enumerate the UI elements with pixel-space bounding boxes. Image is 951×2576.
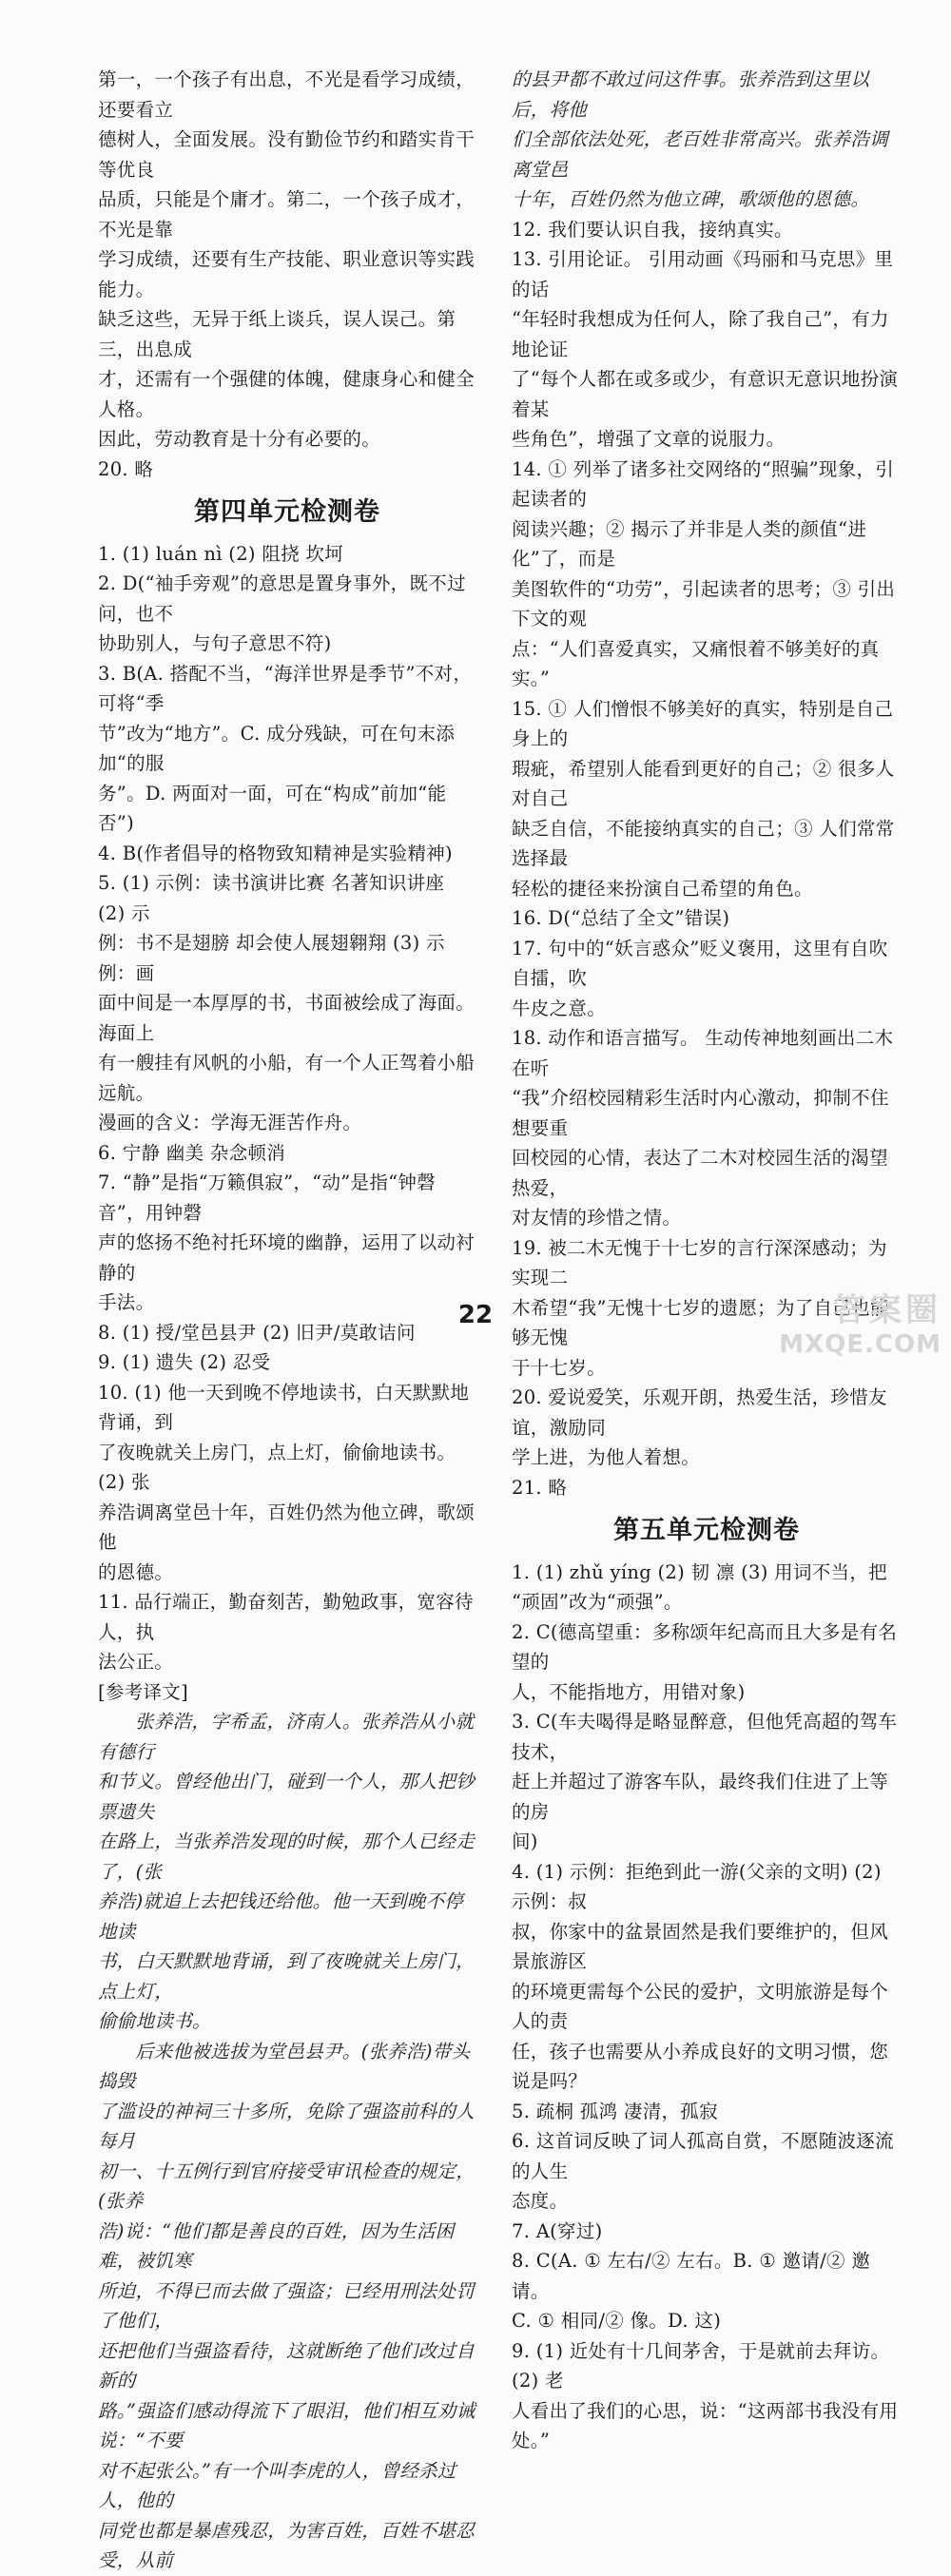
text-line: 19. 被二木无愧于十七岁的言行深深感动；为实现二 [512, 1236, 887, 1288]
text-line: 11. 品行端正，勤奋刻苦，勤勉政事，宽容待人，执 [98, 1591, 474, 1643]
text-line: 14. ① 列举了诸多社交网络的“照骗”现象，引起读者的 [512, 457, 895, 510]
text-line: 了夜晚就关上房门，点上灯，偷偷地读书。 (2) 张 [98, 1441, 456, 1493]
page-number: 22 [457, 1301, 494, 1329]
text-line: 学习成绩，还要有生产技能、职业意识等实践能力。 [98, 248, 476, 300]
text-line: 浩)说：“他们都是善良的百姓，因为生活困难，被饥寒 [98, 2219, 455, 2272]
watermark-title: 答案圈 [833, 1291, 941, 1329]
text-line: 后来他被选拔为堂邑县尹。(张养浩)带头捣毁 [98, 2040, 471, 2092]
text-line: 10. (1) 他一天到晚不停地读书，白天默默地背诵，到 [98, 1381, 470, 1433]
text-line: 养浩)就追上去把钱还给他。他一天到晚不停地读 [98, 1890, 464, 1943]
text-line: 回校园的心情，表达了二木对校园生活的渴望热爱， [512, 1147, 889, 1199]
text-line: 17. 句中的“妖言惑众”贬义褒用，这里有自吹自擂，吹 [512, 937, 888, 989]
text-line: 书，白天默默地背诵，到了夜晚就关上房门，点上灯， [98, 1950, 476, 2003]
text-line: 3. C(车夫喝得是略显醉意，但他凭高超的驾车技术， [512, 1711, 898, 1763]
text-line: 18. 动作和语言描写。 生动传神地刻画出二木在听 [512, 1027, 894, 1079]
text-line: 学上进，为他人着想。 [512, 1446, 701, 1468]
text-line: 对不起张公。”有一个叫李虎的人，曾经杀过人，他的 [98, 2459, 456, 2511]
text-line: 7. A(穿过) [512, 2219, 603, 2242]
text-line: 缺乏自信，不能接纳真实的自己；③ 人们常常选择最 [512, 817, 895, 869]
text-line: 有一艘挂有风帆的小船，有一个人正驾着小船远航。 [98, 1052, 476, 1104]
text-line: 手法。 [98, 1291, 155, 1313]
text-line: 20. 略 [98, 457, 154, 480]
text-line: 品质，只能是个庸才。第二，一个孩子成才，不光是靠 [98, 188, 476, 241]
text-line: 声的悠扬不绝衬托环境的幽静，运用了以动衬静的 [98, 1231, 476, 1284]
unit-four-answers [98, 539, 476, 1708]
text-line: 1. (1) luán nì (2) 阻挠 坎坷 [98, 542, 344, 565]
text-line: 人，不能指地方，用错对象) [512, 1680, 746, 1703]
text-line: 人看出了我们的心思，说：“这两部书我没有用处。” [512, 2399, 899, 2451]
text-line: “我”介绍校园精彩生活时内心激动，抑制不住想要重 [512, 1087, 889, 1139]
text-line: 2. D(“袖手旁观”的意思是置身事外，既不过问，也不 [98, 572, 466, 625]
text-line: 16. D(“总结了全文”错误) [512, 907, 730, 929]
text-line: 法公正。 [98, 1651, 174, 1673]
text-line: 叔，你家中的盆景固然是我们要维护的，但风景旅游区 [512, 1920, 889, 1972]
text-line: 些角色”，增强了文章的说服力。 [512, 428, 786, 450]
text-line: 了滥设的神祠三十多所，免除了强盗前科的人每月 [98, 2100, 476, 2152]
text-line: 2. C(德高望重：多称颂年纪高而且大多是有名望的 [512, 1620, 898, 1673]
reference-translation-continued [512, 65, 902, 215]
text-line: 5. (1) 示例：读书演讲比赛 名著知识讲座 (2) 示 [98, 872, 445, 924]
text-line: 的环境更需每个公民的爱护，文明旅游是每个人的责 [512, 1980, 889, 2032]
text-line: 6. 宁静 幽美 杂念顿消 [98, 1141, 286, 1164]
text-line: 8. C(A. ① 左右/② 左右。B. ① 邀请/② 邀请。 [512, 2250, 871, 2302]
watermark-logo [779, 1284, 941, 1359]
text-line: 7. “静”是指“万籁俱寂”，“动”是指“钟磬音”，用钟磬 [98, 1172, 436, 1224]
text-line: 21. 略 [512, 1476, 568, 1499]
text-line: 们全部依法处死，老百姓非常高兴。张养浩调离堂邑 [512, 128, 889, 181]
text-line: 在路上，当张养浩发现的时候，那个人已经走了，(张 [98, 1830, 476, 1883]
text-line: 德树人，全面发展。没有勤俭节约和踏实肯干等优良 [98, 128, 476, 181]
text-line: 第一，一个孩子有出息，不光是看学习成绩，还要看立 [98, 68, 476, 121]
text-line: 4. (1) 示例：拒绝到此一游(父亲的文明) (2) 示例：叔 [512, 1860, 882, 1912]
right-column [512, 65, 902, 2456]
text-line: C. ① 相同/② 像。D. 这) [512, 2310, 722, 2332]
text-line: 间) [512, 1830, 538, 1852]
text-line: 协助别人，与句子意思不符) [98, 632, 332, 654]
text-line: 了“每个人都在或多或少，有意识无意识地扮演着某 [512, 368, 899, 420]
text-line: 例：书不是翅膀 却会使人展翅翱翔 (3) 示例：画 [98, 932, 445, 984]
text-line: 的恩德。 [98, 1560, 174, 1583]
text-line: 对友情的珍惜之情。 [512, 1207, 682, 1229]
text-line: 15. ① 人们憎恨不够美好的真实，特别是自己身上的 [512, 697, 894, 749]
text-line: 所迫，不得已而去做了强盗；已经用刑法处罚了他们， [98, 2279, 476, 2332]
unit-four-heading: 第四单元检测卷 [194, 497, 380, 527]
text-line: 12. 我们要认识自我，接纳真实。 [512, 218, 793, 241]
unit-five-heading: 第五单元检测卷 [613, 1516, 800, 1545]
text-line: 缺乏这些，无异于纸上谈兵，误人误己。第三，出息成 [98, 308, 456, 360]
text-line: 初一、十五例行到官府接受审讯检查的规定，(张养 [98, 2160, 476, 2212]
text-line: 6. 这首词反映了词人孤高自赏，不愿随波逐流的人生 [512, 2130, 894, 2182]
text-line: 于十七岁。 [512, 1356, 607, 1379]
text-line: 牛皮之意。 [512, 997, 607, 1019]
text-line: 的县尹都不敢过问这件事。张养浩到这里以后，将他 [512, 68, 870, 121]
text-line: 轻松的捷径来扮演自己希望的角色。 [512, 877, 813, 900]
text-line: 节”改为“地方”。C. 成分残缺，可在句末添加“的服 [98, 722, 456, 774]
text-line: 漫画的含义：学海无涯苦作舟。 [98, 1112, 362, 1133]
text-line: “年轻时我想成为任何人，除了我自己”，有力地论证 [512, 308, 889, 360]
text-line: 5. 疏桐 孤鸿 凄清，孤寂 [512, 2100, 718, 2122]
unit-five-answers [512, 1558, 902, 2456]
text-line: “顽固”改为“顽强”。 [512, 1591, 683, 1613]
text-line: 1. (1) zhǔ yíng (2) 韧 凛 (3) 用词不当，把 [512, 1560, 887, 1583]
text-line: 面中间是一本厚厚的书，书面被绘成了海面。海面上 [98, 992, 476, 1044]
text-line: 20. 爱说爱笑，乐观开朗，热爱生活，珍惜友谊，激励同 [512, 1386, 887, 1439]
text-line: 3. B(A. 搭配不当，“海洋世界是季节”不对，可将“季 [98, 662, 473, 714]
text-line: 路。”强盗们感动得流下了眼泪，他们相互劝诫说：“不要 [98, 2399, 476, 2451]
text-line: 4. B(作者倡导的格物致知精神是实验精神) [98, 842, 453, 864]
text-line: 因此，劳动教育是十分有必要的。 [98, 428, 381, 450]
text-line: 点：“人们喜爱真实，又痛恨着不够美好的真实。” [512, 637, 880, 689]
text-line: 张养浩，字希孟，济南人。张养浩从小就有德行 [98, 1711, 475, 1763]
text-line: 美图软件的“功劳”，引起读者的思考；③ 引出下文的观 [512, 577, 896, 629]
text-line: 任，孩子也需要从小养成良好的文明习惯，您说是吗？ [512, 2040, 889, 2092]
text-line: 9. (1) 近处有十几间茅舍，于是就前去拜访。 (2) 老 [512, 2339, 890, 2392]
text-line: 13. 引用论证。 引用动画《玛丽和马克思》里的话 [512, 248, 894, 300]
text-line: 和节义。曾经他出门，碰到一个人，那人把钞票遗失 [98, 1771, 476, 1823]
text-line: [参考译文] [98, 1680, 189, 1703]
text-line: 瑕疵，希望别人能看到更好的自己；② 很多人对自己 [512, 757, 895, 809]
text-line: 赶上并超过了游客车队，最终我们住进了上等的房 [512, 1771, 889, 1823]
text-line: 务”。D. 两面对一面，可在“构成”前加“能否”) [98, 782, 447, 834]
text-line: 9. (1) 遗失 (2) 忍受 [98, 1351, 271, 1373]
text-line: 同党也都是暴虐残忍，为害百姓，百姓不堪忍受，从前 [98, 2519, 476, 2571]
text-line: 态度。 [512, 2190, 569, 2212]
text-line: 阅读兴趣；② 揭示了并非是人类的颜值“进化”了，而是 [512, 517, 867, 570]
left-answers-top [98, 65, 476, 484]
text-line: 8. (1) 授/堂邑县尹 (2) 旧尹/莫敢诘问 [98, 1321, 416, 1344]
watermark-url: MXQE.COM [779, 1330, 941, 1359]
reference-translation [98, 1707, 476, 2576]
text-line: 十年，百姓仍然为他立碑，歌颂他的恩德。 [512, 188, 870, 210]
text-line: 养浩调离堂邑十年，百姓仍然为他立碑，歌颂他 [98, 1501, 476, 1553]
text-line: 木希望“我”无愧十七岁的遗愿；为了自己也能够无愧 [512, 1296, 889, 1348]
text-line: 才，还需有一个强健的体魄，健康身心和健全人格。 [98, 368, 476, 420]
text-line: 偷偷地读书。 [98, 2010, 211, 2032]
text-line: 还把他们当强盗看待，这就断绝了他们改过自新的 [98, 2339, 476, 2392]
